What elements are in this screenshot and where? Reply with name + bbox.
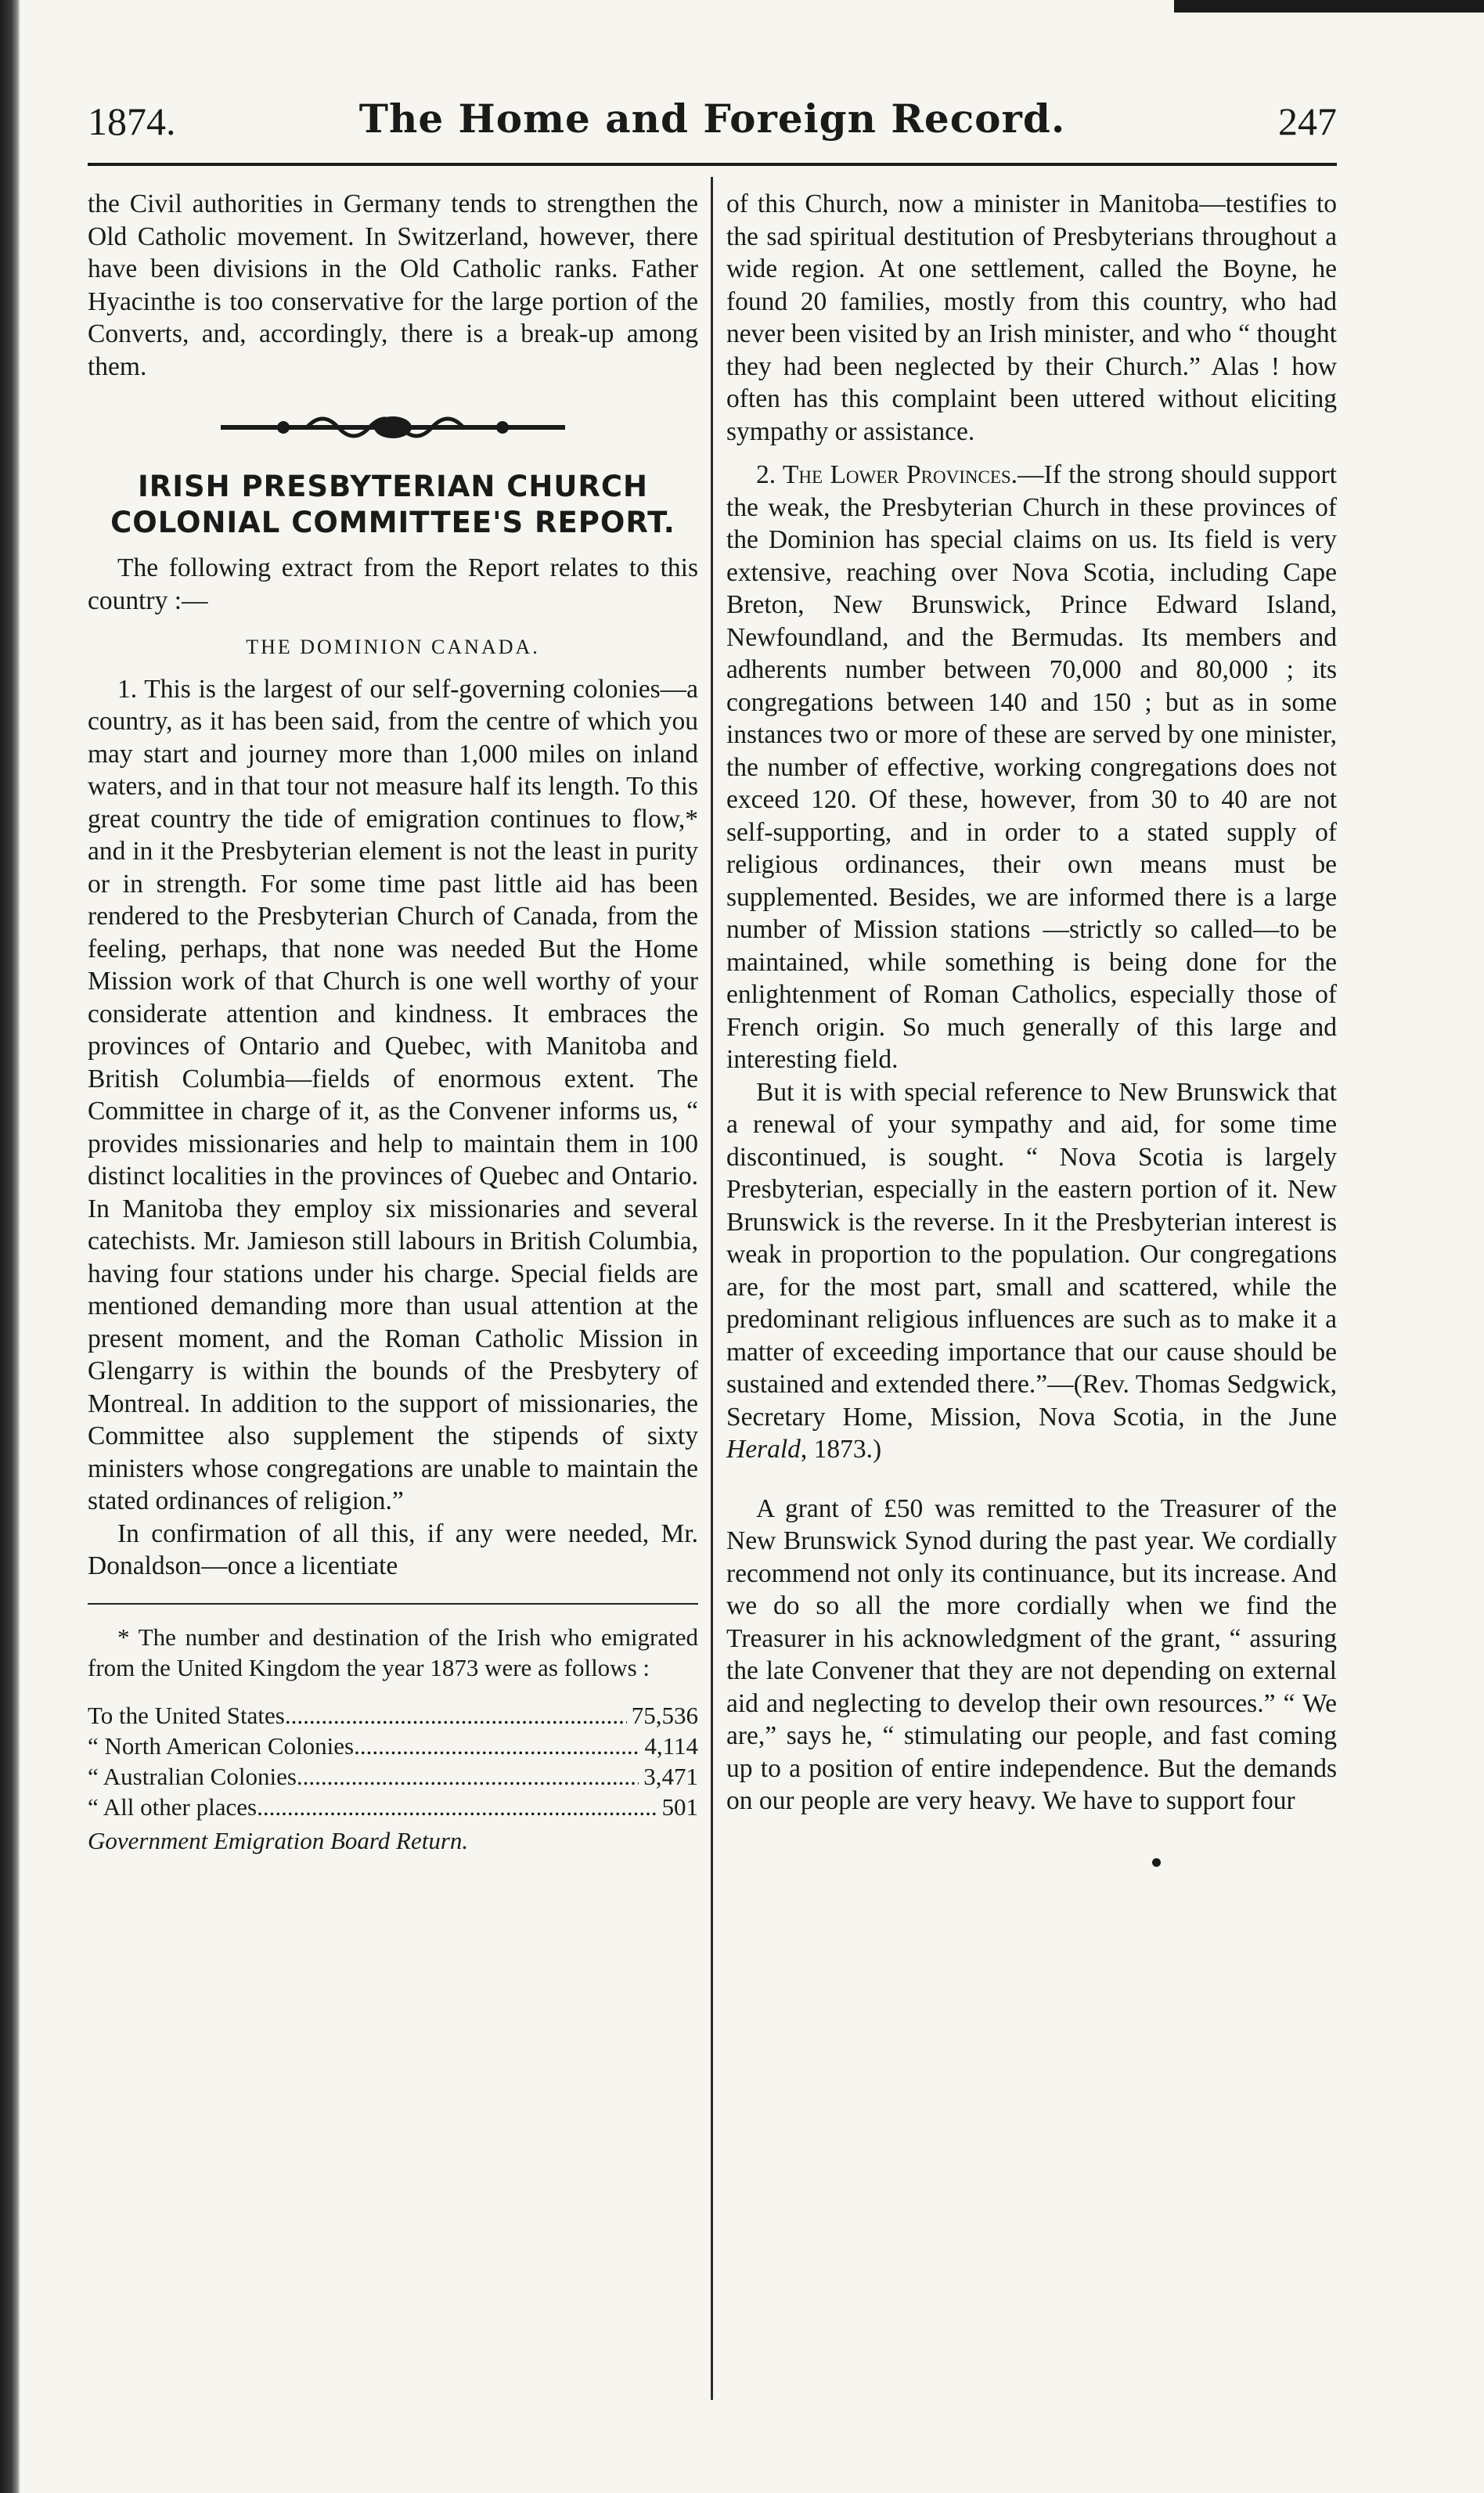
top-edge-bar	[1174, 0, 1484, 13]
paragraph-grant: A grant of £50 was remitted to the Treasurer of the New Brunswick Synod during the past year. We cordially recommend not only its continuance, but its increase. And we do so all the more cordially when we find the Treasurer in his acknowledgment of the grant, “ assuring the late Convener that they are not depending on external aid and neglecting to develop their own resources.” “ We are,” says he, “ stimulating our people, and fast coming up to a position of entire independence. But the demands on our people are very heavy. We have to support four	[726, 1493, 1337, 1815]
lower-provinces-text: —If the strong should support the weak, the Presbyterian Church in these provinces of the Dominion has special claims on us. Its field is very extensive, reaching over Nova Scotia, including Cape Breton, New Brunswick, Prince Edward Island, Newfoundland, and the Bermudas. Its members and adherents number between 70,000 and 80,000 ; its congregations between 140 and 150 ; but as in some instances two or more of these are served by one minister, the number of effective, working congregations does not exceed 120. Of these, however, from 30 to 40 are not self-supporting, and in order to a stated supply of religious ordinances, their own means must be supplemented. Besides, we are informed there is a large number of Mission stations —strictly so called—to be maintained, while something is being done for the enlightenment of Roman Catholics, especially those of French origin. So much generally of this large and interesting field.	[726, 460, 1337, 1074]
ornament-divider	[88, 400, 698, 455]
header-rule	[88, 163, 1337, 166]
column-divider	[711, 177, 713, 2400]
emigration-count: 4,114	[644, 1731, 698, 1760]
running-header	[88, 95, 1337, 153]
ink-dot	[1152, 1858, 1161, 1867]
table-row	[88, 1792, 698, 1822]
emigration-count: 3,471	[643, 1762, 698, 1790]
emigration-count: 501	[661, 1792, 698, 1821]
subheading: THE DOMINION CANADA.	[246, 636, 540, 658]
paragraph-old-catholic: the Civil authorities in Germany tends to strengthen the Old Catholic movement. In Switzerland, however, there have been divisions in the Old Catholic ranks. Father Hyacinthe is too conservative for the large portion of the Converts, and, accordingly, there is a break-up among them.	[88, 189, 698, 381]
page-spine-edge	[0, 0, 20, 2493]
footnote-source: Government Emigration Board Return.	[88, 1826, 469, 1854]
paragraph-confirmation: In confirmation of all this, if any were needed, Mr. Donaldson—once a licentiate	[88, 1518, 698, 1580]
paragraph-manitoba: of this Church, now a minister in Manitoba—testifies to the sad spiritual destitution of Presbyterians throughout a wide region. At one settlement, called the Boyne, he found 20 families, mostly from this country, who had never been visited by an Irish minister, and who “ thought they had been neglected by their Church.” Alas ! how often has this complaint been uttered without eliciting sympathy or assistance.	[726, 189, 1337, 446]
header-title: The Home and Foreign Record.	[358, 95, 1066, 142]
table-row	[88, 1731, 698, 1761]
emigration-count: 75,536	[631, 1701, 698, 1729]
footnote: * The number and destination of the Irish who emigrated from the United Kingdom the year 1873 were as follows :	[88, 1623, 698, 1681]
footnote-rule	[88, 1603, 698, 1605]
emigration-table	[88, 1700, 698, 1822]
paragraph-new-brunswick	[726, 1076, 1337, 1466]
table-row	[88, 1761, 698, 1792]
header-year: 1874.	[88, 99, 176, 143]
left-column	[88, 188, 698, 1856]
emigration-place: “ North American Colonies .....	[88, 1731, 639, 1761]
new-brunswick-date: , 1873.)	[800, 1435, 882, 1464]
herald-italic: Herald	[726, 1435, 801, 1464]
emigration-place: “ Australian Colonies .....	[88, 1761, 639, 1792]
table-row	[88, 1700, 698, 1731]
new-brunswick-text: But it is with special reference to New Brunswick that a renewal of your sympathy and aid, for some time discontinued, is sought. “ Nova Scotia is largely Presbyterian, especially in the eastern portion of it. New Brunswick is the reverse. In it the Presbyterian interest is weak in proportion to the population. Our congregations are, for the most part, small and scattered, while the predominant religious influences are such as to make it a matter of exceeding importance that our cause should be sustained and extended there.”—(Rev. Thomas Sedgwick, Secretary Home, Mission, Nova Scotia, in the June	[726, 1077, 1337, 1432]
emigration-place: To the United States .....	[88, 1700, 627, 1731]
section-heading: IRISH PRESBYTERIAN CHURCH COLONIAL COMMITTEE'S REPORT.	[110, 470, 675, 539]
paragraph-lower-provinces	[726, 459, 1337, 1076]
page-number: 247	[1278, 99, 1337, 143]
intro-paragraph: The following extract from the Report relates to this country :—	[88, 553, 698, 615]
emigration-place: “ All other places .....	[88, 1792, 657, 1822]
lower-provinces-lead: 2. The Lower Provinces.	[756, 460, 1018, 489]
right-column	[726, 188, 1337, 1818]
paragraph-dominion: 1. This is the largest of our self-governing colonies—a country, as it has been said, from the centre of which you may start and journey more than 1,000 miles on inland waters, and in that tour not measure half its length. To this great country the tide of emigration continues to flow,* and in it the Presbyterian element is not the least in purity or in strength. For some time past little aid has been rendered to the Presbyterian Church of Canada, from the feeling, perhaps, that none was needed But the Home Mission work of that Church is one well worthy of your considerate attention and kindness. It embraces the provinces of Ontario and Quebec, with Manitoba and British Columbia—fields of enormous extent. The Committee in charge of it, as the Convener informs us, “ provides missionaries and help to maintain them in 100 distinct localities in the provinces of Quebec and Ontario. In Manitoba they employ six missionaries and several catechists. Mr. Jamieson still labours in British Columbia, having four stations under his charge. Special fields are mentioned demanding more than usual attention at the present moment, and the Roman Catholic Mission in Glengarry is within the bounds of the Presbytery of Montreal. In addition to the support of missionaries, the Committee also supplement the stipends of sixty ministers whose congregations are unable to maintain the stated ordinances of religion.”	[88, 674, 698, 1515]
